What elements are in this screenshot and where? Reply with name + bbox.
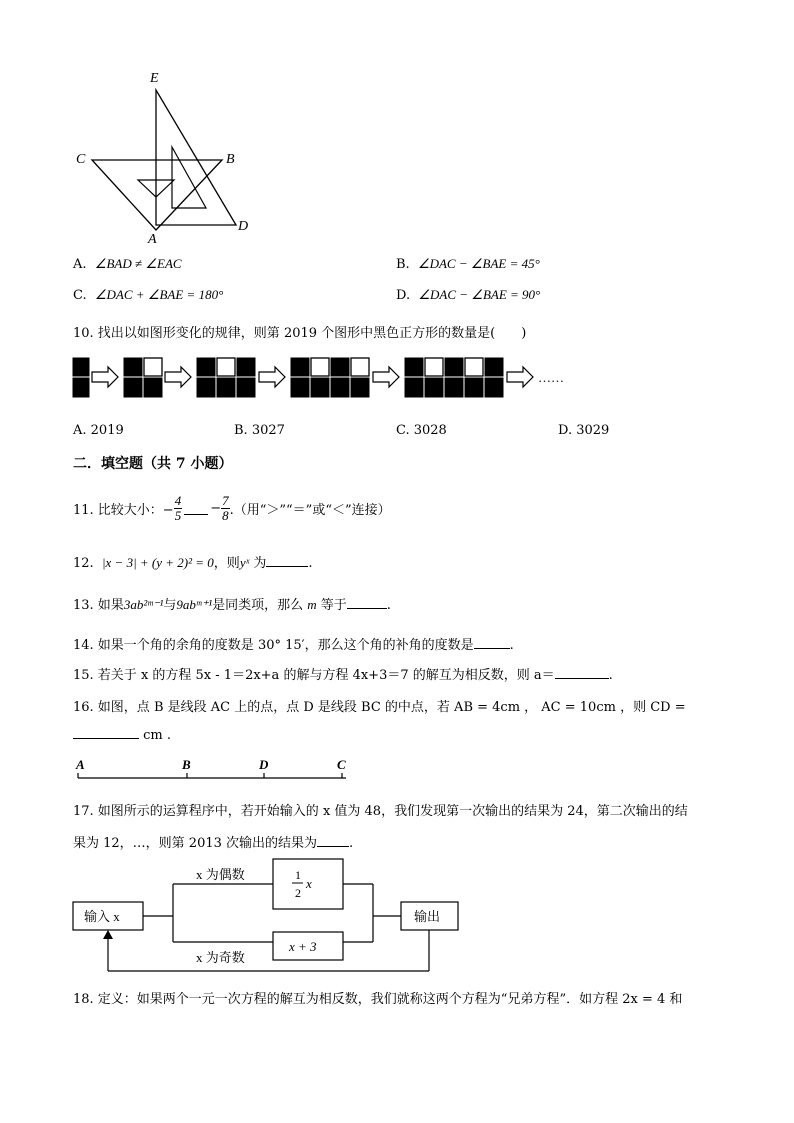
label-D: D (238, 219, 249, 234)
triangle-outer (92, 160, 222, 230)
label-C: C (76, 152, 86, 167)
flow-arrow-icon (103, 930, 113, 939)
flow-half-var: x (306, 876, 312, 891)
q9-option-a: A. ∠BAD ≠ ∠EAC (73, 256, 182, 272)
flow-input-label: 输入 x (84, 909, 120, 924)
q11-text: 11. 比较大小：− $\frac{4}{5}$ − $\frac{7}{8}$ .（用“＞”“＝”或“＜”连接） (73, 492, 391, 523)
q17-line-2: 果为 12，…，则第 2013 次输出的结果为 . (73, 836, 354, 851)
q13-answer-blank[interactable] (347, 596, 387, 609)
q17-answer-blank[interactable] (317, 834, 349, 847)
q15-text: 15. 若关于 x 的方程 5x - 1＝2x+a 的解与方程 4x+3＝7 的解互为相反数，则 a＝ . (73, 668, 613, 683)
flow-output-label: 输出 (414, 909, 441, 924)
point-label-A: A (76, 757, 85, 772)
q12-text: 12. |x − 3| + (y + 2)² = 0，则yˣ 为 . (73, 555, 313, 571)
set-square-inner (172, 147, 206, 208)
pattern-figure-4 (291, 358, 369, 397)
label-E: E (150, 71, 159, 86)
flow-plus3-label: x + 3 (289, 939, 317, 954)
q16-text: 16. 如图，点 B 是线段 AC 上的点，点 D 是线段 BC 的中点，若 AB = 4cm ， AC = 10cm ，则 CD = (73, 700, 686, 715)
pattern-figure-3 (197, 358, 255, 397)
q15-answer-blank[interactable] (555, 666, 609, 679)
q9-option-d: D. ∠DAC − ∠BAE = 90° (396, 287, 541, 303)
section-heading: 二．填空题（共 7 小题） (73, 456, 233, 472)
q11-answer-blank[interactable] (184, 502, 208, 515)
label-B: B (226, 152, 235, 167)
q10-option-b: B. 3027 (234, 423, 285, 438)
q9-option-b: B. ∠DAC − ∠BAE = 45° (396, 256, 540, 272)
pattern-sequence (72, 354, 572, 402)
q9-option-c: C. ∠DAC + ∠BAE = 180° (73, 287, 224, 303)
flow-half-den: 2 (295, 886, 301, 900)
segment-figure (72, 755, 362, 785)
point-label-B: B (182, 757, 191, 772)
flowchart (70, 858, 470, 976)
q17-line-1: 17. 如图所示的运算程序中，若开始输入的 x 值为 48，我们发现第一次输出的结果为 24，第二次输出的结 (73, 804, 688, 819)
q14-answer-blank[interactable] (474, 636, 510, 649)
arrow-icon (165, 367, 191, 387)
triangles-figure (70, 62, 270, 247)
q14-text: 14. 如果一个角的余角的度数是 30° 15′，那么这个角的补角的度数是 . (73, 638, 514, 653)
q18-text: 18. 定义：如果两个一元一次方程的解互为相反数，我们就称这两个方程为“兄弟方程”．如方程 2x = 4 和 (73, 992, 683, 1007)
pattern-figure-1 (73, 358, 89, 397)
point-label-C: C (337, 757, 346, 772)
pattern-figure-5 (405, 358, 503, 397)
pattern-ellipsis: …… (538, 370, 564, 385)
q10-option-c: C. 3028 (396, 423, 447, 438)
q16-answer-blank[interactable] (73, 726, 139, 739)
point-label-D: D (259, 757, 269, 772)
arrow-icon (373, 367, 399, 387)
label-A: A (148, 232, 157, 247)
q16-answer-line: cm . (73, 726, 171, 743)
q13-text: 13. 如果3ab²ᵐ⁻¹与9abᵐ⁺¹是同类项，那么 m 等于 . (73, 597, 391, 613)
flow-half-num: 1 (295, 868, 301, 882)
pattern-figure-2 (124, 358, 162, 397)
flow-even-label: x 为偶数 (196, 867, 245, 882)
set-square-outer (156, 90, 236, 225)
arrow-icon (507, 367, 533, 387)
flow-odd-label: x 为奇数 (196, 950, 245, 965)
arrow-icon (259, 367, 285, 387)
arrow-icon (92, 367, 118, 387)
q10-option-a: A. 2019 (73, 423, 124, 438)
fraction-4-5: $\frac{4}{5}$ (174, 492, 182, 523)
fraction-7-8: $\frac{7}{8}$ (222, 492, 229, 523)
q10-option-d: D. 3029 (558, 423, 610, 438)
q12-answer-blank[interactable] (266, 554, 308, 567)
q10-text: 10. 找出以如图形变化的规律，则第 2019 个图形中黑色正方形的数量是( ) (73, 326, 527, 341)
